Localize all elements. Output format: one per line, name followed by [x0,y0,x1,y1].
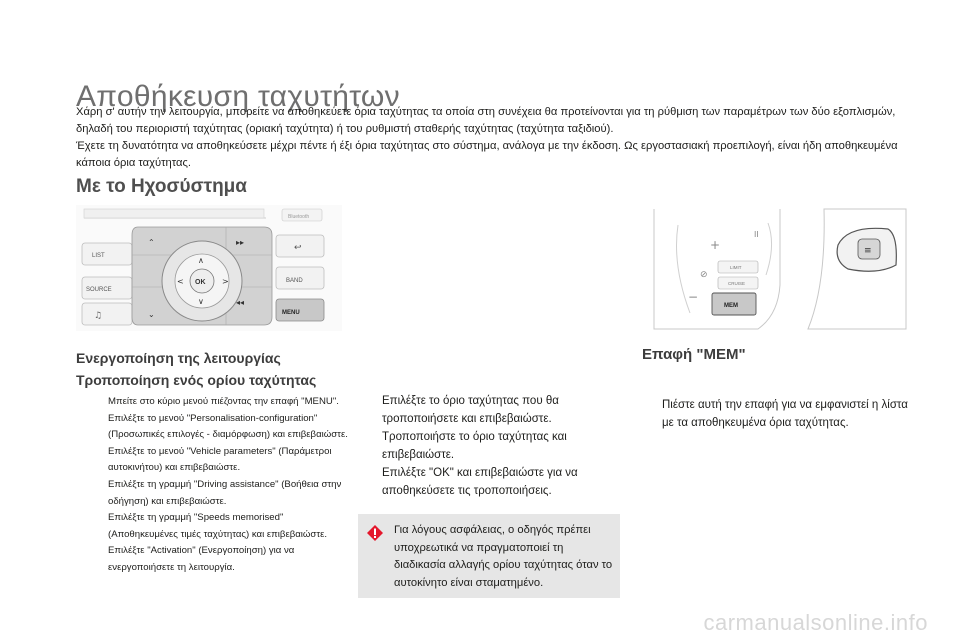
steering-wheel-figure [648,205,912,333]
list-item [88,543,350,576]
modify-heading: Τροποποίηση ενός ορίου ταχύτητας [76,372,317,388]
intro-paragraph: Έχετε τη δυνατότητα να αποθηκεύσετε μέχρι πέντε ή έξι όρια ταχύτητας στο σύστημα, ανάλογα με την έκδοση. Ως εργοστασιακή προεπιλογή, είναι ήδη αποθηκευμένα κάποια όρια ταχύτητας. [76,140,898,169]
pause-icon: II [754,230,759,239]
safety-warning-box [358,514,620,598]
step-text: Επιλέξτε τη γραμμή "Speeds memorised" (Αποθηκευμένες τιμές ταχύτητας) και επιβεβαιώστε. [108,512,328,540]
step-text: Επιλέξτε το μενού "Personalisation-configuration" (Προσωπικές επιλογές - διαμόρφωση) και επιβεβαιώστε. [108,412,348,441]
step-text: Μπείτε στο κύριο μενού πιέζοντας την επαφή "MENU". [108,396,339,407]
left-arrow-icon: < [177,277,184,286]
step-text: Πιέστε αυτή την επαφή για να εμφανιστεί η λίστα με τα αποθηκευμένα όρια ταχύτητας. [662,399,908,429]
mem-section-heading: Επαφή "MEM" [642,346,746,363]
activation-steps-list [88,394,350,577]
menu-label: MENU [282,310,300,316]
music-note-icon: ♫ [94,311,103,321]
cruise-label: CRUISE [728,281,746,286]
page-title: Αποθήκευση ταχυτήτων [76,80,400,114]
step-text: Επιλέξτε "Activation" (Ενεργοποίηση) για να ενεργοποιήσετε τη λειτουργία. [108,545,295,573]
mem-steps-list [642,396,912,432]
back-icon: ↩ [294,243,302,253]
list-item [88,411,350,444]
bluetooth-label: Bluetooth [288,214,310,220]
list-item [88,394,350,411]
seek-back-icon: ◂◂ [236,298,245,307]
audio-section-heading: Με το Ηχοσύστημα [76,176,247,197]
activation-heading: Ενεργοποίηση της λειτουργίας [76,350,281,366]
right-arrow-icon: > [222,277,229,286]
step-text: Επιλέξτε τη γραμμή "Driving assistance" (Βοήθεια στην οδήγηση) και επιβεβαιώστε. [108,478,342,507]
list-item [362,464,612,500]
ok-label: OK [195,279,206,286]
folder-down-icon: ⌄ [148,310,155,319]
list-item [362,428,612,464]
down-arrow-icon: ∨ [198,297,204,306]
source-label: SOURCE [86,287,112,293]
step-text: Τροποποιήστε το όριο ταχύτητας και επιβεβαιώστε. [382,431,567,461]
minus-icon: − [688,290,699,304]
band-label: BAND [286,278,303,284]
plus-icon: + [710,238,721,252]
list-item [88,477,350,510]
intro-paragraph: Χάρη σ' αυτήν την λειτουργία, μπορείτε να αποθηκεύετε όρια ταχύτητας τα οποία στη συνέχεια θα προτείνονται για τη ρύθμιση των παραμέτρων των δύο εξοπλισμών, δηλαδή του περιοριστή ταχύτητας (οριακή ταχύτητα) ή του ρυθμιστή σταθερής ταχύτητας (ταχύτητα ταξιδιού). [76,106,896,135]
list-label: LIST [92,253,105,259]
limit-label: LIMIT [730,265,742,270]
folder-up-icon: ⌃ [148,238,155,247]
seek-forward-icon: ▸▸ [236,238,245,247]
modify-steps-list [362,392,612,500]
audio-panel-figure [76,205,342,331]
list-item [88,444,350,477]
step-text: Επιλέξτε το όριο ταχύτητας που θα τροποποιήσετε και επιβεβαιώστε. [382,395,559,425]
step-text: Επιλέξτε "OK" και επιβεβαιώστε για να αποθηκεύσετε τις τροποποιήσεις. [382,467,578,497]
list-item [362,392,612,428]
safety-warning-text: Για λόγους ασφάλειας, ο οδηγός πρέπει υποχρεωτικά να πραγματοποιεί τη διαδικασία αλλαγής ορίου ταχύτητας όταν το αυτοκίνητο είναι σταματημένο. [394,524,613,589]
up-arrow-icon: ∧ [198,256,204,265]
intro-text [76,104,908,172]
mem-label: MEM [724,303,738,309]
list-item [88,510,350,543]
speed-limit-icon: ⊘ [700,270,708,280]
exclamation-icon [366,524,384,542]
watermark: carmanualsonline.info [703,610,928,635]
step-text: Επιλέξτε το μενού "Vehicle parameters" (Παράμετροι αυτοκινήτου) και επιβεβαιώστε. [108,445,332,474]
stalk-icon: ≡ [864,246,872,256]
list-item [642,396,912,432]
